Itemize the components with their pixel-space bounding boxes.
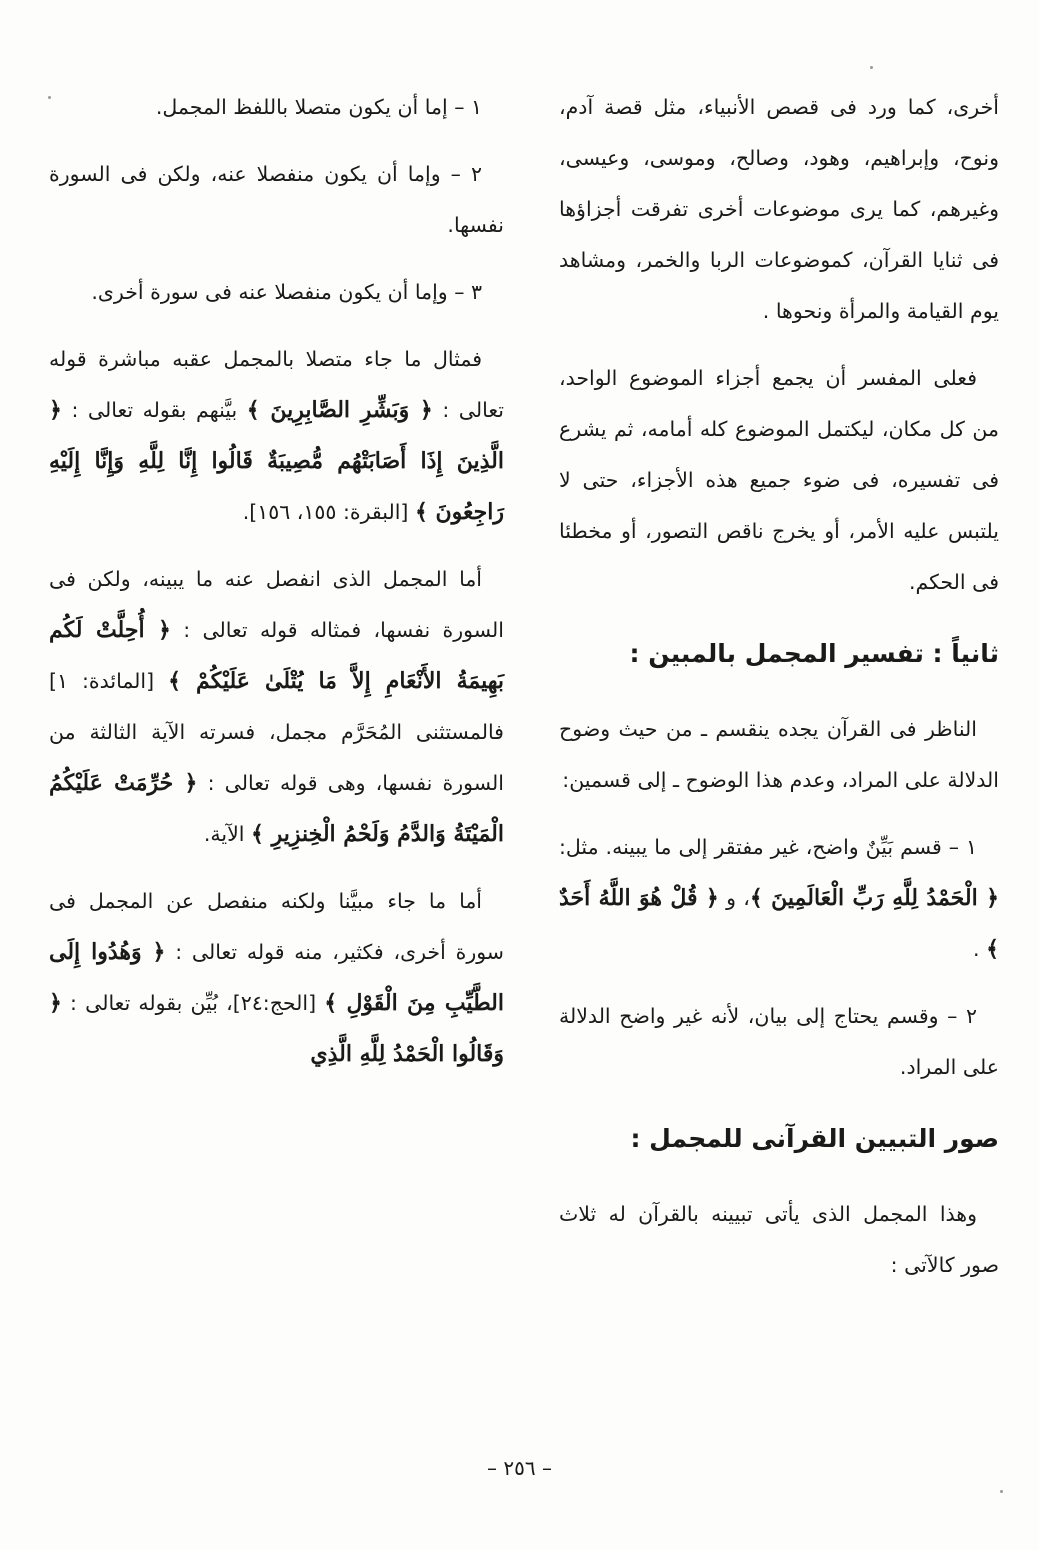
list-item-3: ٣ – وإما أن يكون منفصلا عنه فى سورة أخرى.: [91, 280, 482, 304]
same-surah-explain: [المائدة: ١] فالمستثنى المُحَرَّم مجمل، فسرته الآية الثالثة من السورة نفسها، وهى قوله تعالى :: [49, 669, 504, 795]
quran-verse-alhamd-alladhi: ﴿ وَقَالُوا الْحَمْدُ لِلَّهِ الَّذِي: [49, 990, 504, 1067]
paragraph-unclear-section: ٢ – وقسم يحتاج إلى بيان، لأنه غير واضح الدلالة على المراد.: [559, 1004, 999, 1079]
paragraph-connected-example: [49, 334, 504, 538]
same-surah-end: الآية.: [203, 822, 245, 846]
right-column: [559, 82, 999, 1307]
paragraph-same-surah-example: [49, 554, 504, 860]
connected-example-explain: بيَّنهم بقوله تعالى :: [71, 398, 238, 422]
other-surah-text: أما ما جاء مبيَّنا ولكنه منفصل عن المجمل فى سورة أخرى، فكثير، منه قوله تعالى :: [49, 889, 504, 964]
scan-speck: [1000, 1490, 1003, 1493]
scan-speck: [870, 66, 873, 69]
paragraph-clear-section: [559, 822, 999, 975]
list-item-2: ٢ – وإما أن يكون منفصلا عنه، ولكن فى السورة نفسها.: [49, 162, 504, 237]
clear-section-end: .: [973, 937, 980, 961]
clear-section-text: ١ – قسم بَيِّنٌ واضح، غير مفتقر إلى ما يبينه. مثل:: [559, 835, 977, 859]
clear-section-conj: ، و: [726, 886, 750, 910]
paragraph-other-surah-example: [49, 876, 504, 1080]
paragraph-two-divisions: الناظر فى القرآن يجده ينقسم ـ من حيث وضوح الدلالة على المراد، وعدم هذا الوضوح ـ إلى قسمين:: [559, 717, 999, 792]
heading-mujmal-mubayyan: ثانياً : تفسير المجمل بالمبين :: [629, 639, 999, 668]
quran-verse-bahima: ﴿ أُحِلَّتْ لَكُم بَهِيمَةُ الأَنْعَامِ إِلاَّ مَا يُتْلَىٰ عَلَيْكُمْ ﴾: [49, 617, 504, 694]
quran-verse-maita: ﴿ حُرِّمَتْ عَلَيْكُمُ الْمَيْتَةُ وَالدَّمُ وَلَحْمُ الْخِنزِيرِ ﴾: [49, 770, 504, 847]
quran-verse-musiba: ﴿ الَّذِينَ إِذَا أَصَابَتْهُم مُّصِيبَةٌ قَالُوا إِنَّا لِلَّهِ وَإِنَّا إِلَيْهِ رَاجِعُونَ ﴾: [49, 397, 504, 525]
quran-verse-ikhlas: ﴿ قُلْ هُوَ اللَّهُ أَحَدٌ ﴾: [559, 885, 999, 962]
paragraph-prophets-stories: أخرى، كما ورد فى قصص الأنبياء، مثل قصة آدم، ونوح، وإبراهيم، وهود، وصالح، وموسى، وعيسى، وغيرهم، كما يرى موضوعات أخرى تفرقت أجزاؤها فى ثنايا القرآن، كموضوعات الربا والخمر، ومشاهد يوم القيامة والمرأة ونحوها .: [559, 95, 999, 323]
quran-verse-alhamd: ﴿ الْحَمْدُ لِلَّهِ رَبِّ الْعَالَمِينَ ﴾: [749, 885, 999, 911]
quran-verse-huduu: ﴿ وَهُدُوا إِلَى الطَّيِّبِ مِنَ الْقَوْلِ ﴾: [49, 939, 504, 1016]
heading-forms-of-clarification: صور التبيين القرآنى للمجمل :: [630, 1124, 999, 1153]
quran-verse-bashir: ﴿ وَبَشِّرِ الصَّابِرِينَ ﴾: [246, 397, 433, 423]
paragraph-collect-topic-parts: فعلى المفسر أن يجمع أجزاء الموضوع الواحد، من كل مكان، ليكتمل الموضوع كله أمامه، ثم يشرع فى تفسيره، فى ضوء جميع هذه الأجزاء، حتى لا يلتبس عليه الأمر، أو يخرج ناقص التصور، أو مخطئا فى الحكم.: [559, 366, 999, 594]
list-item-1: ١ – إما أن يكون متصلا باللفظ المجمل.: [155, 95, 482, 119]
paragraph-three-forms: وهذا المجمل الذى يأتى تبيينه بالقرآن له ثلاث صور كالآتى :: [559, 1202, 999, 1277]
reference-baqara: [البقرة: ١٥٥، ١٥٦].: [242, 500, 409, 524]
scan-speck: [48, 96, 51, 99]
page-number: – ٢٥٦ –: [487, 1456, 552, 1480]
same-surah-text: أما المجمل الذى انفصل عنه ما يبينه، ولكن فى السورة نفسها، فمثاله قوله تعالى :: [49, 567, 504, 642]
other-surah-explain: [الحج:٢٤]، بُيِّن بقوله تعالى :: [70, 991, 317, 1015]
left-column: [49, 82, 504, 1096]
connected-example-text: فمثال ما جاء متصلا بالمجمل عقبه مباشرة قوله تعالى :: [49, 347, 504, 422]
